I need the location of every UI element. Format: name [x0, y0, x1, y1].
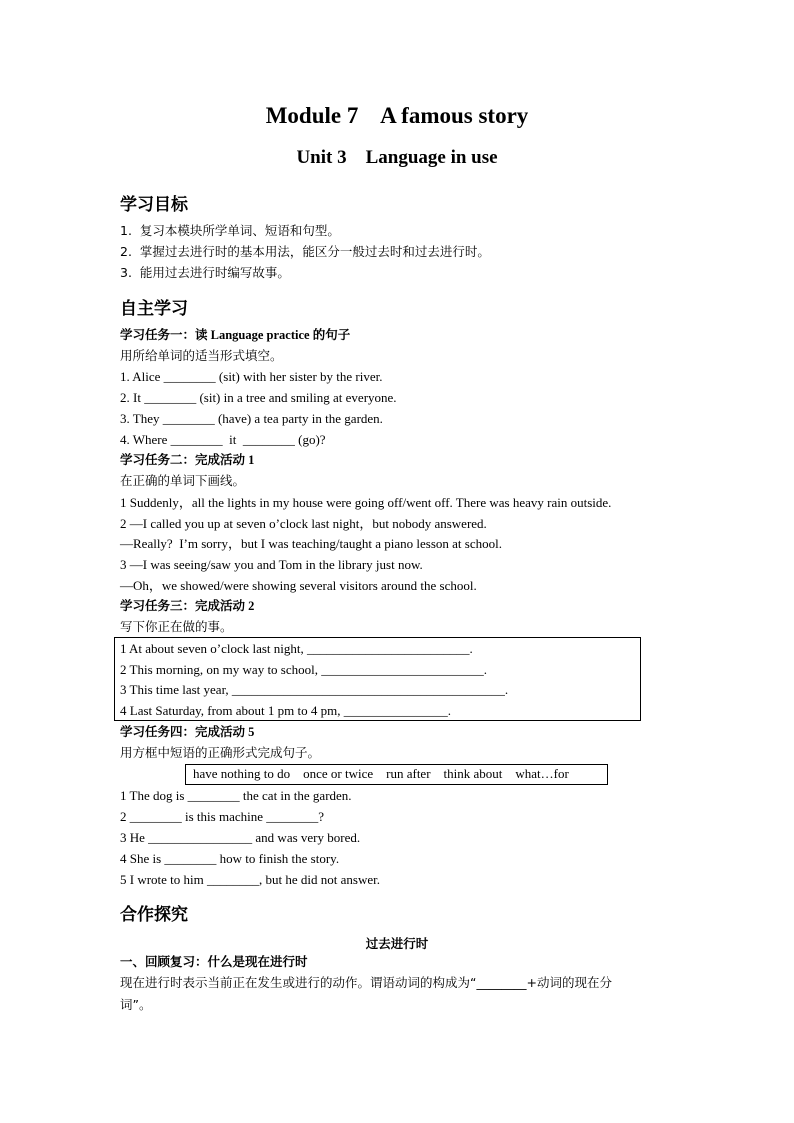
task2-title: 学习任务二：完成活动 1 [120, 453, 255, 467]
module-title: Module 7 A famous story [265, 103, 529, 128]
task1-item: 4. Where ________ it ________ (go)? [120, 432, 326, 447]
task2-item: —Really? I’m sorry，but I was teaching/taught a piano lesson at school. [120, 536, 502, 551]
self-study-heading: 自主学习 [120, 299, 188, 319]
task3-title: 学习任务三：完成活动 2 [120, 599, 255, 613]
task4-item: 1 The dog is ________ the cat in the garden. [120, 788, 352, 803]
task1-instruction: 用所给单词的适当形式填空。 [120, 348, 283, 363]
review-text: 现在进行时表示当前正在发生或进行的动作。谓语动词的构成为“________+动词的现在分 [120, 975, 612, 990]
task3-instruction: 写下你正在做的事。 [120, 619, 233, 634]
task1-item: 1. Alice ________ (sit) with her sister by the river. [120, 369, 383, 384]
goal-item: 1. 复习本模块所学单词、短语和句型。 [120, 223, 340, 238]
task3-answer-box [114, 637, 641, 721]
task4-item: 3 He ________________ and was very bored. [120, 830, 361, 845]
task4-item: 4 She is ________ how to finish the story. [120, 851, 340, 866]
cooperation-heading: 合作探究 [120, 905, 188, 925]
task2-item: 2 —I called you up at seven o’clock last night，but nobody answered. [120, 516, 487, 531]
phrase-list: have nothing to do once or twice run after think about what…for [193, 766, 569, 781]
goal-item: 3. 能用过去进行时编写故事。 [120, 265, 290, 280]
review-text-cont: 词”。 [120, 997, 152, 1012]
task3-item: 2 This morning, on my way to school, _________________________. [120, 662, 488, 677]
phrase-box [185, 764, 608, 785]
task1-item: 3. They ________ (have) a tea party in the garden. [120, 411, 383, 426]
task1-title: 学习任务一：读 Language practice 的句子 [120, 328, 351, 342]
task2-item: 3 —I was seeing/saw you and Tom in the library just now. [120, 557, 423, 572]
unit-title: Unit 3 Language in use [296, 147, 498, 168]
goal-item: 2. 掌握过去进行时的基本用法，能区分一般过去时和过去进行时。 [120, 244, 490, 259]
task4-title: 学习任务四：完成活动 5 [120, 725, 255, 739]
task2-item: —Oh，we showed/were showing several visitors around the school. [120, 578, 477, 593]
task2-item: 1 Suddenly，all the lights in my house were going off/went off. There was heavy rain outside. [120, 495, 612, 510]
task3-item: 3 This time last year, __________________________________________. [120, 682, 509, 697]
task4-item: 2 ________ is this machine ________? [120, 809, 325, 824]
task1-item: 2. It ________ (sit) in a tree and smiling at everyone. [120, 390, 397, 405]
goals-heading: 学习目标 [120, 195, 188, 215]
review-title: 一、回顾复习：什么是现在进行时 [120, 954, 308, 969]
task3-item: 4 Last Saturday, from about 1 pm to 4 pm, ________________. [120, 703, 451, 718]
grammar-topic: 过去进行时 [365, 936, 429, 951]
task2-instruction: 在正确的单词下画线。 [120, 473, 246, 488]
task4-instruction: 用方框中短语的正确形式完成句子。 [120, 745, 321, 760]
task3-item: 1 At about seven o’clock last night, _________________________. [120, 641, 473, 656]
task4-item: 5 I wrote to him ________, but he did not answer. [120, 872, 380, 887]
